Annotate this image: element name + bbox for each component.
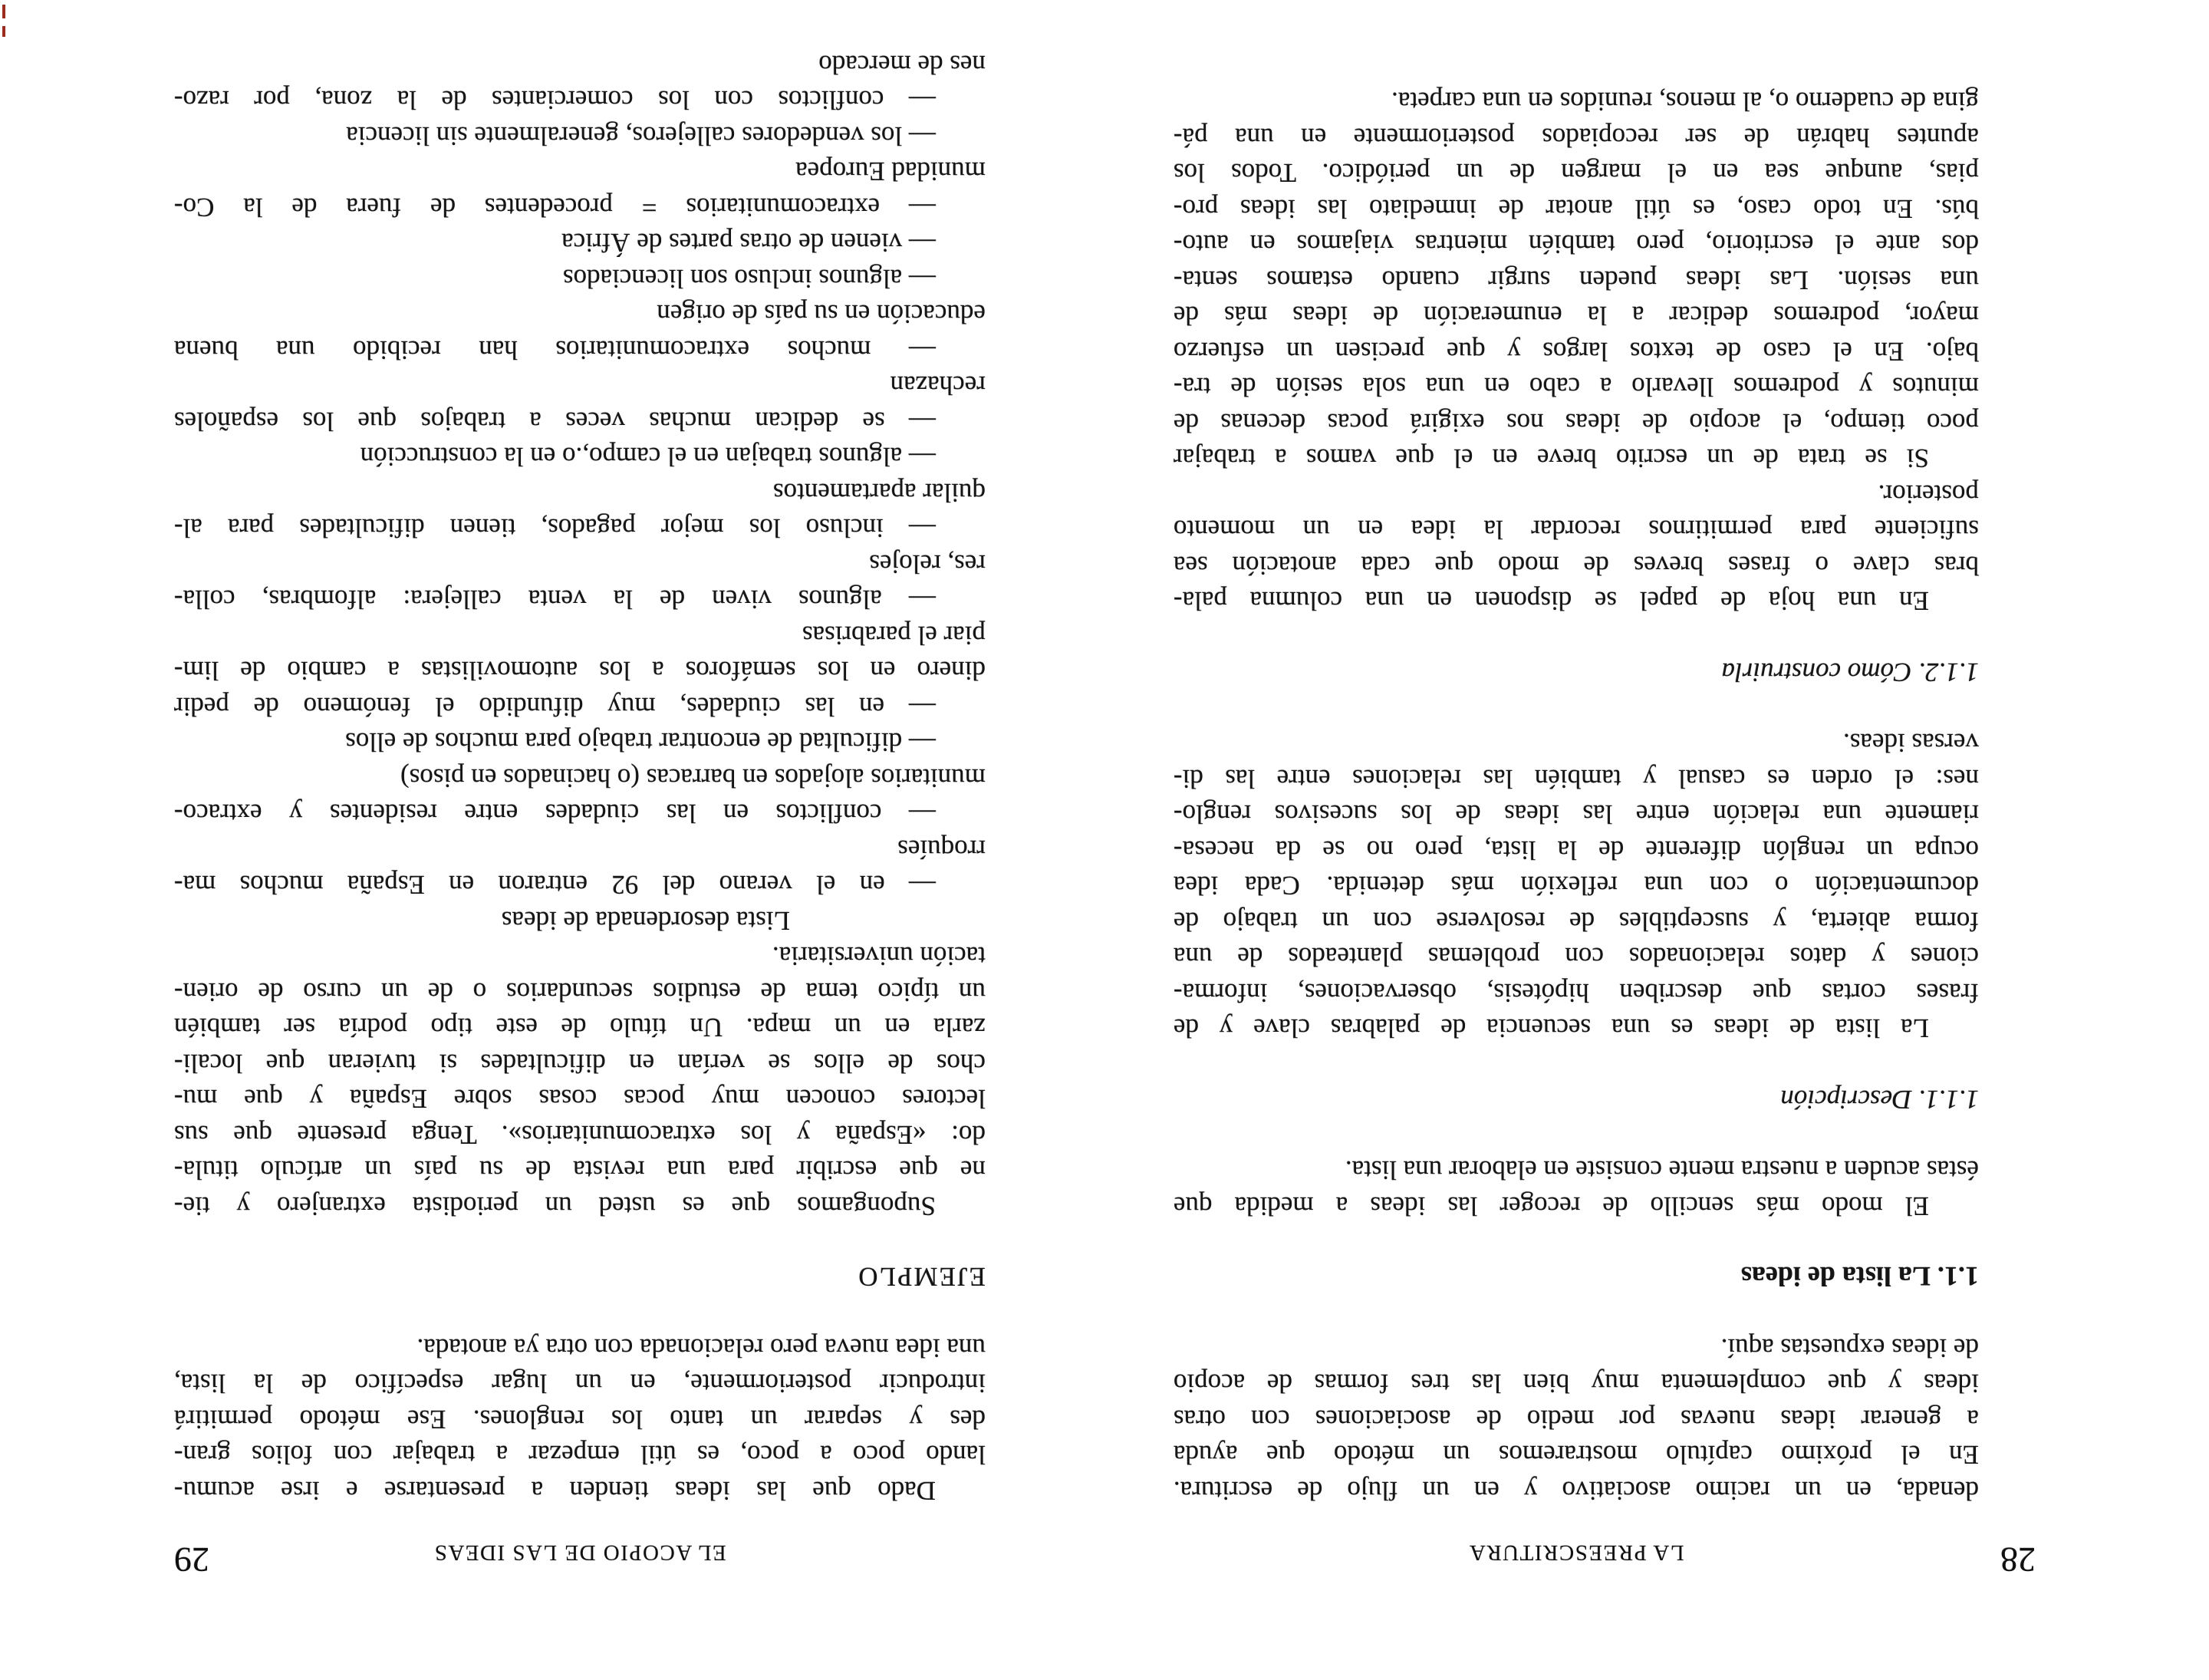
paragraph [1174,1330,1979,1509]
paragraph [174,367,986,439]
text-line: — dificultad de encontrar trabajo para muchos de ellos [345,727,936,758]
text-line: Lista desordenada de ideas [501,906,790,936]
page-28-body [1174,84,1979,1508]
text-line: La lista de ideas es una secuencia de palabras clave y de [1174,1013,1929,1044]
text-line: quilar apartamentos [773,478,986,508]
text-line: ciones y datos relacionados con problemas planteados de una [1174,942,1979,973]
text-line: 1.1. La lista de ideas [1740,1261,1979,1293]
text-line: — en las ciudades, muy difundido el fenómeno de pedir [174,692,936,722]
paragraph [174,546,986,618]
text-line: 1.1.2. Cómo construirla [1721,657,1979,687]
paragraph [174,439,986,475]
h-bold-block [1174,1259,1979,1295]
text-line: éstas acuden a nuestra mente consiste en elaborar una lista. [1345,1155,1979,1186]
text-line: El modo más sencillo de recoger las ideas a medida que [1174,1191,1929,1221]
paragraph [174,153,986,225]
paragraph [174,938,986,1224]
text-line: 1.1.1. Descripción [1780,1085,1979,1115]
text-line: tación universitaria. [772,941,986,972]
text-line: poco tiempo, el acopio de ideas nos exigirá pocas decenas de [1174,408,1979,438]
paragraph [174,225,986,261]
page-29 [174,47,986,1580]
page-number-29: 29 [174,1540,209,1580]
text-line: res, relojes [869,549,986,579]
text-line: — incluso los mejor pagados, tienen dificultades para al- [174,513,936,544]
paragraph [174,1330,986,1509]
text-line: — conflictos con los comerciantes de la zona, por razo- [174,85,936,116]
running-title-right: EL ACOPIO DE LAS IDEAS [433,1540,726,1565]
text-line: munidad Europea [795,156,986,187]
text-line: bús. En todo caso, es útil anotar de inmediato las ideas pro- [1174,194,1979,224]
text-line: a generar ideas nuevas por medio de asociaciones con otras [1174,1405,1979,1435]
text-line: dos ante el escritorio, pero también mientras viajamos en auto- [1174,229,1979,260]
text-line: — extracomunitarios = procedentes de fuera de la Co- [174,193,936,222]
page-29-body [174,47,986,1509]
paragraph [174,832,986,903]
running-title-left: LA PREESCRITURA [1468,1540,1684,1565]
text-line: — conflictos en las ciudades entre residentes y extraco- [174,799,936,829]
page-28-header [1174,1508,2036,1580]
page-28 [1174,84,2036,1580]
scan-artifact [2,5,5,18]
h-caps-block [174,1259,986,1295]
text-line: En una hoja de papel se disponen en una columna pala- [1174,586,1929,617]
text-line: dinero en los semáforos a los automovilistas a cambio de lim- [174,656,986,687]
text-line: nes: el orden es casual y también las relaciones entre las di- [1174,764,1979,794]
paragraph [1174,1152,1979,1224]
text-line: mayor, podremos dedicar a la enumeración de ideas más de [1174,301,1979,331]
text-line: — vienen de otras partes de África [561,228,936,259]
text-line: minutos y podremos llevarlo a cabo en una sola sesión de tra- [1174,372,1979,403]
paragraph [174,475,986,546]
h-italic-block [1174,1082,1979,1118]
text-line: EJEMPLO [857,1262,986,1293]
text-line: ne que escribir para una revista de su país un artículo titula- [174,1155,986,1186]
text-line: posterior. [1878,479,1979,509]
text-line: lectores conocen muy pocas cosas sobre España y que mu- [174,1084,986,1115]
text-line: Si se trata de un escrito breve en el que vamos a trabajar [1174,443,1929,474]
paragraph [174,296,986,367]
text-line: una idea nueva pero relacionada con otra ya anotada. [416,1333,986,1363]
text-line: Dado que las ideas tienden a presentarse e irse acumu- [174,1476,936,1506]
text-line: — los vendedores callejeros, generalmente sin licencia [346,121,936,151]
paragraph [174,47,986,118]
paragraph [174,618,986,725]
h-italic-block [1174,654,1979,690]
paragraph [174,118,986,154]
text-line: — algunos viven de la venta callejera: alfombras, colla- [174,585,936,615]
paragraph [1174,725,1979,1046]
text-line: zarla en un mapa. Un título de este tipo podría ser también [174,1013,986,1043]
text-line: lando poco a poco, es útil empezar a trabajar con folios gran- [174,1440,986,1471]
paragraph [174,724,986,760]
scan-artifact [2,26,5,37]
text-line: documentación o con una reflexión más detenida. Cada idea [1174,871,1979,901]
text-line: — se dedican muchas veces a trabajos que los españoles [174,407,936,436]
text-line: bras clave o frases breves de modo que cada anotación sea [1174,551,1979,581]
text-line: educación en su país de origen [657,299,986,330]
text-line: munitarios alojados en barracas (o hacinados en pisos) [400,763,986,793]
text-line: ideas y que complementa muy bien las tres formas de acopio [1174,1369,1979,1399]
text-line: des y separar un tanto los renglones. Ese método permitirá [174,1405,986,1435]
text-line: En el próximo capítulo mostraremos un método que ayuda [1174,1440,1979,1471]
text-line: apuntes habrán de ser recopiados posteriormente en una pá- [1174,123,1979,153]
text-line: pias, aunque sea en el margen de un periódico. Todos los [1174,158,1979,189]
text-line: un típico tema de estudios secundarios o de un curso de orien- [174,977,986,1007]
text-line: denada, en un racimo asociativo y en un flujo de escritura. [1174,1476,1979,1506]
text-line: suficiente para permitirnos recordar la idea en un momento [1174,515,1979,545]
text-line: Supongamos que es usted un periodista extranjero y tie- [174,1191,936,1221]
text-line: riamente una relación entre las ideas de los sucesivos renglo- [1174,799,1979,830]
paragraph [1174,476,1979,619]
text-line: forma abierta, y susceptibles de resolverse con un trabajo de [1174,907,1979,937]
text-line: nes de mercado [818,50,986,80]
text-line: gina de cuaderno o, al menos, reunidos en una carpeta. [1391,87,1979,117]
text-line: frases cortas que describen hipótesis, observaciones, informa- [1174,978,1979,1008]
text-line: introducir posteriormente, en un lugar específico de la lista, [174,1369,986,1399]
text-line: rechazan [890,371,986,401]
text-line: do: «España y los extracomunitarios». Tenga presente que sus [174,1120,986,1150]
page-29-header [174,1508,986,1580]
text-line: versas ideas. [1843,728,1979,759]
label-block [174,903,986,939]
text-line: — algunos trabajan en el campo,.o en la construcción [360,442,936,473]
paragraph [174,261,986,297]
text-line: bajo. En el caso de textos largos y que precisen un esfuerzo [1174,337,1979,367]
text-line: de ideas expuestas aquí. [1720,1333,1979,1363]
text-line: — en el verano del 92 entraron en España muchos ma- [174,870,936,901]
text-line: ocupa un renglón diferente de la lista, pero no se da necesa- [1174,835,1979,865]
text-line: una sesión. Las ideas pueden surgir cuando estamos senta- [1174,265,1979,295]
paragraph [174,760,986,832]
text-line: chos de ellos se verían en dificultades si tuvieran que locali- [174,1049,986,1079]
page-number-28: 28 [2000,1540,2036,1580]
text-line: piar el parabrisas [802,621,986,651]
text-line: — algunos incluso son licenciados [562,264,936,294]
text-line: rroquíes [897,835,986,865]
text-line: — muchos extracomunitarios han recibido una buena [174,335,936,365]
paragraph [1174,84,1979,476]
